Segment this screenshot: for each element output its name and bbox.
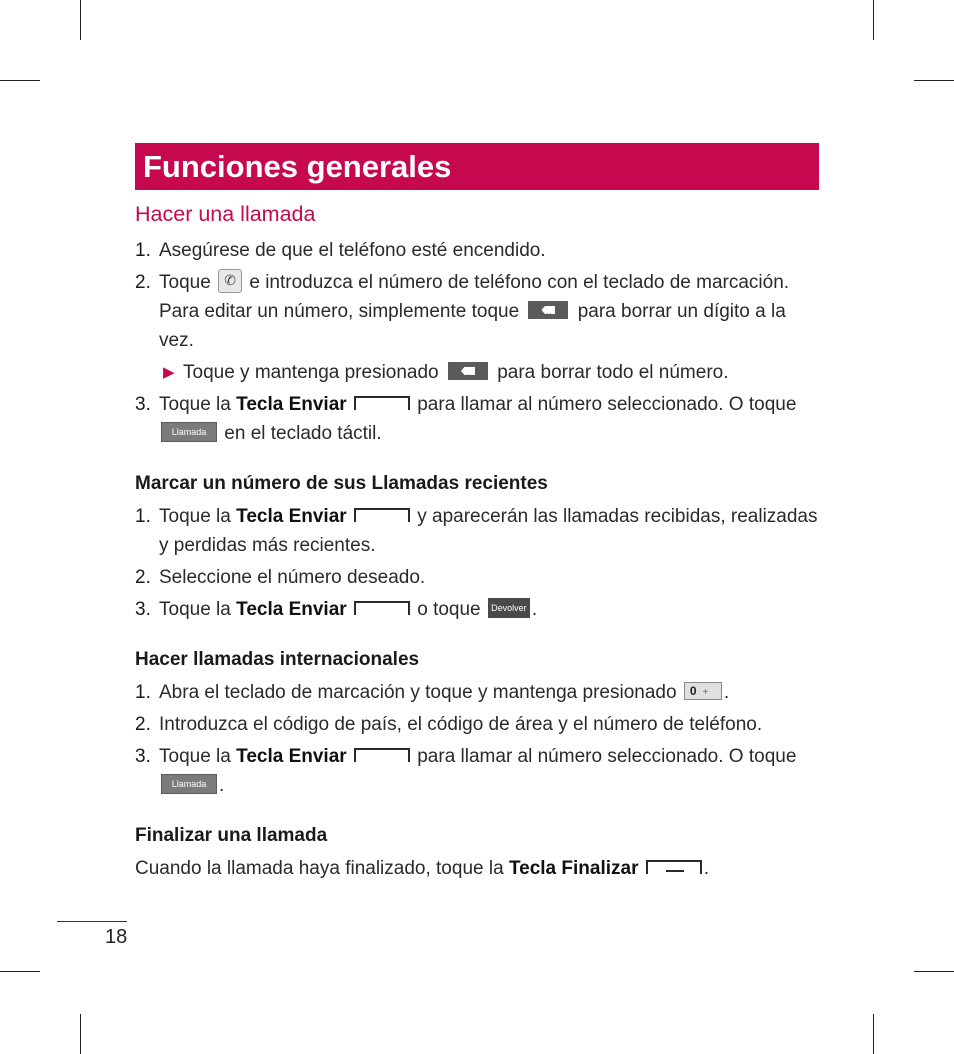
step-text: Asegúrese de que el teléfono esté encendido. xyxy=(159,240,546,261)
end-key-icon xyxy=(646,860,702,874)
step-number: 3. xyxy=(135,394,151,415)
paragraph-text: . xyxy=(703,858,710,879)
crop-mark xyxy=(914,80,954,81)
section-title-internacionales: Hacer llamadas internacionales xyxy=(135,649,420,670)
step-text: . xyxy=(531,599,538,620)
triangle-bullet-icon: ▶ xyxy=(163,364,175,381)
crop-mark xyxy=(0,971,40,972)
step-text: Toque la xyxy=(159,599,231,620)
list-item xyxy=(135,502,825,560)
step-text: Toque y mantenga presionado xyxy=(183,362,439,383)
step-text: Toque la xyxy=(159,746,231,767)
step-text: y aparecerán las llamadas recibidas, realizadas y perdidas más recientes. xyxy=(159,506,818,556)
step-text: Seleccione el número deseado. xyxy=(159,567,426,588)
step-text: Abra el teclado de marcación y toque y mantenga presionado xyxy=(159,682,677,703)
step-text: para llamar al número seleccionado. O toque xyxy=(417,394,797,415)
section-title-llamadas-recientes: Marcar un número de sus Llamadas recientes xyxy=(135,473,548,494)
list-item xyxy=(135,390,825,448)
list-item xyxy=(135,742,825,800)
key-name: Tecla Enviar xyxy=(236,506,347,527)
devolver-button: Devolver xyxy=(488,598,530,618)
zero-plus-key xyxy=(684,682,722,700)
step-text: Toque xyxy=(159,272,211,293)
page-title: Funciones generales xyxy=(143,149,452,184)
send-key-icon xyxy=(354,748,410,762)
steps-internacionales xyxy=(135,678,825,800)
step-text: Introduzca el código de país, el código de área y el número de teléfono. xyxy=(159,714,763,735)
key-name: Tecla Finalizar xyxy=(508,858,639,879)
step-text: . xyxy=(219,775,225,796)
crop-mark xyxy=(80,0,81,40)
backspace-icon xyxy=(448,362,488,380)
key-name: Tecla Enviar xyxy=(236,599,347,620)
step-text: Toque la xyxy=(159,506,231,527)
step-text: e introduzca el número de teléfono con el teclado de marcación. Para editar un número, simplemente toque xyxy=(159,272,790,322)
crop-mark xyxy=(80,1014,81,1054)
footer-divider xyxy=(57,921,127,922)
send-key-icon xyxy=(354,396,410,410)
step-text: para borrar todo el número. xyxy=(497,362,729,383)
step-number: 3. xyxy=(135,599,151,620)
crop-mark xyxy=(0,80,40,81)
list-item xyxy=(135,678,825,707)
step-text: en el teclado táctil. xyxy=(224,423,382,444)
phone-icon: ✆ xyxy=(218,269,242,293)
send-key-icon xyxy=(354,508,410,522)
llamada-button: Llamada xyxy=(161,422,217,442)
section-title-finalizar: Finalizar una llamada xyxy=(135,825,328,846)
step-number: 3. xyxy=(135,746,151,767)
list-item xyxy=(135,710,825,739)
key-name: Tecla Enviar xyxy=(236,394,347,415)
send-key-icon xyxy=(354,601,410,615)
zero-key-label: 0 xyxy=(689,683,697,698)
step-number: 2. xyxy=(135,714,151,735)
main-content xyxy=(135,198,825,883)
llamada-button: Llamada xyxy=(161,774,217,794)
backspace-icon xyxy=(528,301,568,319)
step-text: para llamar al número seleccionado. O toque xyxy=(417,746,797,767)
step-text: . xyxy=(723,682,730,703)
list-item xyxy=(135,595,825,624)
key-name: Tecla Enviar xyxy=(236,746,347,767)
crop-mark xyxy=(873,1014,874,1054)
paragraph-text: Cuando la llamada haya finalizado, toque la xyxy=(135,858,504,879)
step-number: 2. xyxy=(135,272,151,293)
plus-key-label: + xyxy=(702,686,709,698)
steps-llamadas-recientes xyxy=(135,502,825,624)
header-banner xyxy=(135,143,819,190)
step-text: para borrar un dígito a la vez. xyxy=(159,301,786,351)
list-item xyxy=(135,563,825,592)
page-number: 18 xyxy=(105,926,128,948)
sub-bullet xyxy=(159,358,825,387)
step-number: 1. xyxy=(135,682,151,703)
paragraph-finalizar xyxy=(135,854,825,883)
crop-mark xyxy=(873,0,874,40)
crop-mark xyxy=(914,971,954,972)
list-item xyxy=(135,268,825,387)
step-number: 1. xyxy=(135,506,151,527)
list-item xyxy=(135,236,825,265)
steps-hacer-llamada xyxy=(135,236,825,448)
step-number: 1. xyxy=(135,240,151,261)
step-number: 2. xyxy=(135,567,151,588)
section-title-hacer-llamada: Hacer una llamada xyxy=(135,202,316,226)
step-text: o toque xyxy=(417,599,481,620)
step-text: Toque la xyxy=(159,394,231,415)
